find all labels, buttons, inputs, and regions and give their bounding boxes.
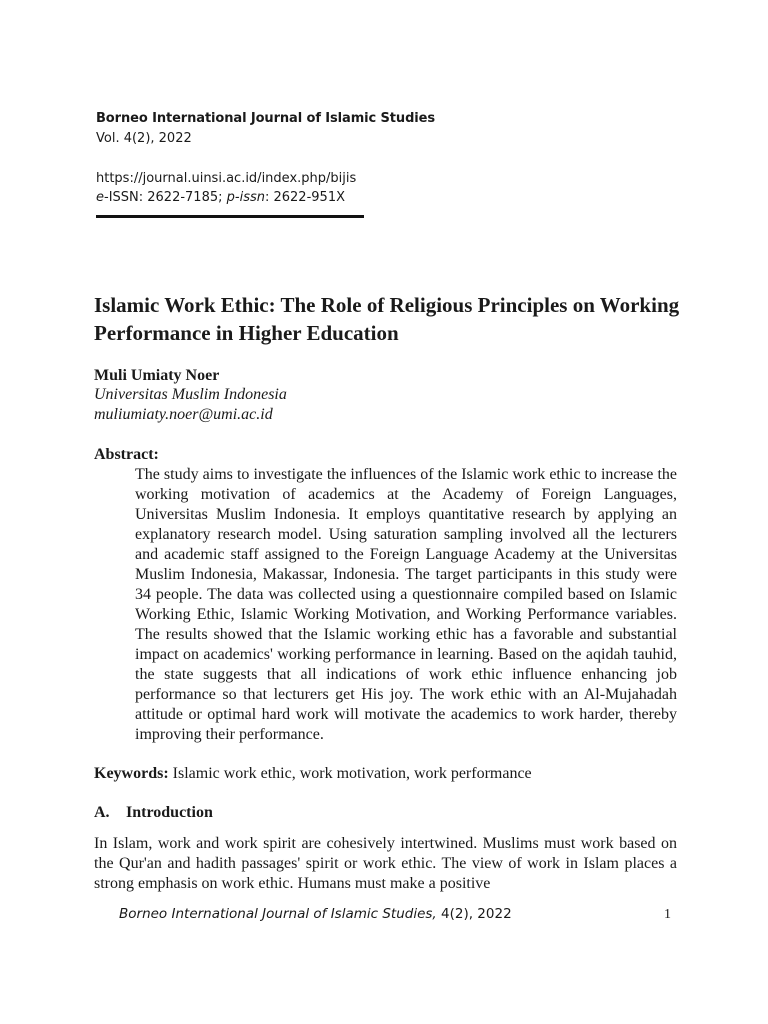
eissn-label: e <box>96 190 104 205</box>
section-number: A. <box>94 804 110 821</box>
journal-url[interactable]: https://journal.uinsi.ac.id/index.php/bijis <box>96 171 357 186</box>
eissn-value: -ISSN: 2622-7185; <box>104 190 227 205</box>
footer-citation <box>119 906 512 922</box>
introduction-text: In Islam, work and work spirit are cohesively intertwined. Muslims must work based on the Qur'an and hadith passages' spirit or work ethic. The view of work in Islam places a strong emphasis on work ethic. Humans must make a positive <box>94 835 677 892</box>
author-name: Muli Umiaty Noer <box>94 367 220 384</box>
author-affiliation: Universitas Muslim Indonesia <box>94 386 287 403</box>
section-heading <box>94 804 213 822</box>
journal-name: Borneo International Journal of Islamic Studies <box>96 111 435 126</box>
issn-line <box>96 190 345 205</box>
keywords-label: Keywords: <box>94 765 169 782</box>
footer-journal-name: Borneo International Journal of Islamic Studies, <box>119 906 437 922</box>
abstract-heading: Abstract: <box>94 446 159 463</box>
footer-issue: 4(2), 2022 <box>436 906 512 922</box>
pissn-value: : 2622-951X <box>264 190 345 205</box>
abstract-text: The study aims to investigate the influences of the Islamic work ethic to increase the working motivation of academics at the Academy of Foreign Languages, Universitas Muslim Indonesia. It employs quantitative research by applying an explanatory research model. Using saturation sampling involved all the lecturers and academic staff assigned to the Foreign Language Academy at the Universitas Muslim Indonesia, Makassar, Indonesia. The target participants in this study were 34 people. The data was collected using a questionnaire compiled based on Islamic Working Ethic, Islamic Working Motivation, and Working Performance variables. The results showed that the Islamic working ethic has a favorable and substantial impact on academics' working performance in learning. Based on the aqidah tauhid, the state suggests that all indications of work ethic influence enhancing job performance so that lecturers get His joy. The work ethic with an Al-Mujahadah attitude or optimal hard work will motivate the academics to work harder, thereby improving their performance. <box>135 466 677 743</box>
keywords-line <box>94 765 532 783</box>
page-number: 1 <box>664 907 671 922</box>
pissn-label: p-issn <box>226 190 265 205</box>
section-title: Introduction <box>126 804 213 821</box>
author-email[interactable]: muliumiaty.noer@umi.ac.id <box>94 406 273 423</box>
article-title: Islamic Work Ethic: The Role of Religious Principles on Working Performance in Higher Education <box>94 293 680 345</box>
header-rule <box>96 215 364 218</box>
keywords-text: Islamic work ethic, work motivation, work performance <box>168 765 532 782</box>
journal-volume: Vol. 4(2), 2022 <box>96 131 192 146</box>
